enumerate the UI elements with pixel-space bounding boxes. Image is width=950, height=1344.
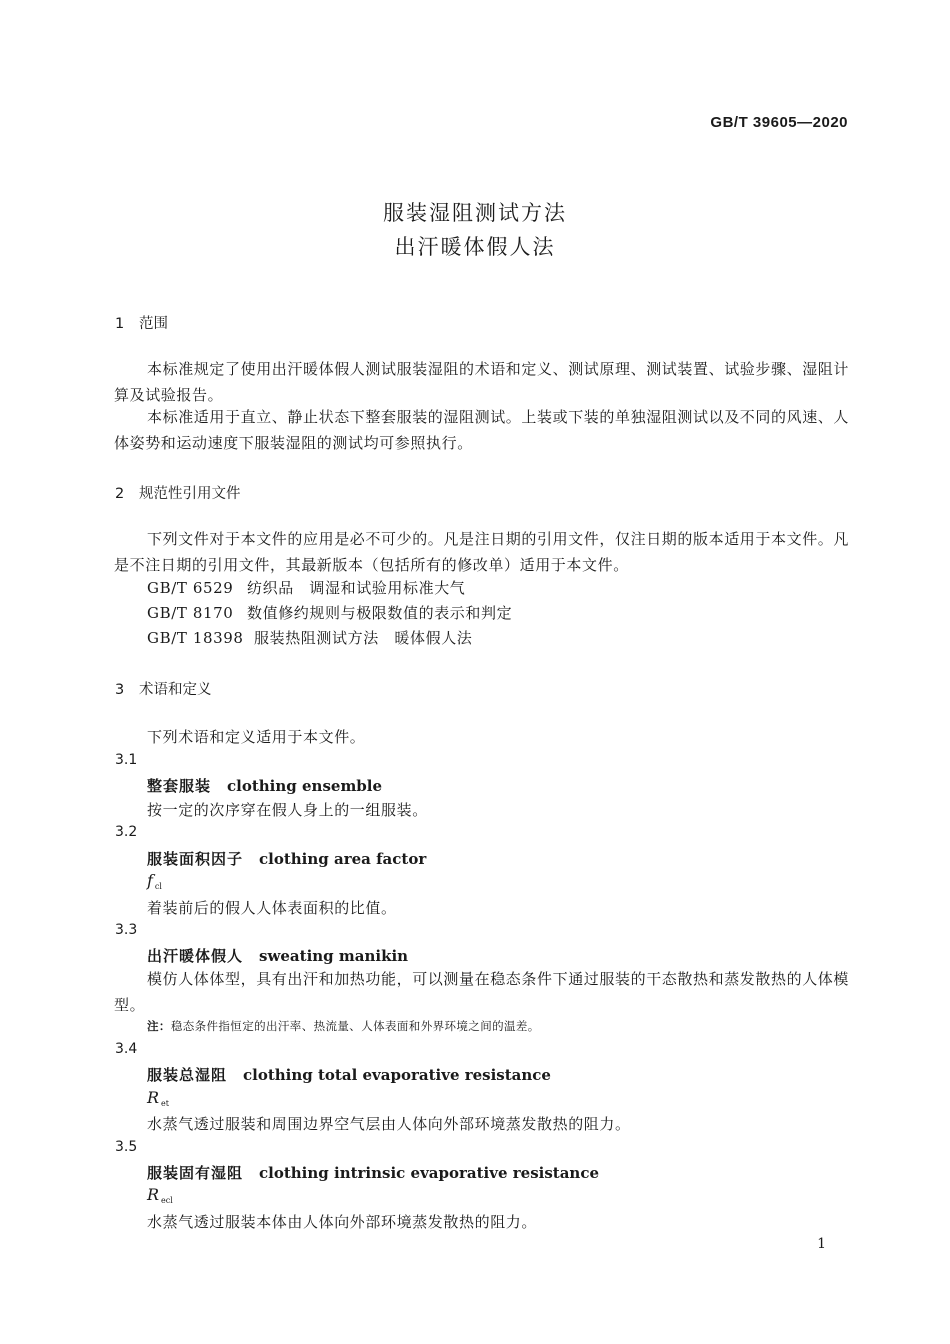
reference-code: GB/T 18398 [147,629,244,647]
section-2-heading [115,482,241,503]
reference-title: 纺织品 调湿和试验用标准大气 [247,579,466,597]
reference-code: GB/T 8170 [147,604,234,622]
section-title: 术语和定义 [139,682,212,698]
normative-reference [147,577,465,598]
term-definition: 水蒸气透过服装和周围边界空气层由人体向外部环境蒸发散热的阻力。 [147,1115,631,1133]
term-entry [147,1064,551,1085]
term-zh: 服装面积因子 [147,850,244,868]
page-number: 1 [817,1236,826,1252]
normative-reference [147,602,512,623]
term-en: clothing total evaporative resistance [243,1066,551,1084]
document-title-line2: 出汗暖体假人法 [394,235,556,259]
note-label: 注： [147,1019,171,1033]
reference-title: 服装热阻测试方法 暖体假人法 [254,629,473,647]
standard-code: GB/T 39605—2020 [710,114,848,131]
section-number: 3 [115,682,125,698]
term-number: 3.5 [115,1139,138,1155]
term-entry [147,775,382,796]
term-number: 3.4 [115,1041,138,1057]
reference-code: GB/T 6529 [147,579,234,597]
section-3-intro: 下列术语和定义适用于本文件。 [147,728,366,746]
symbol-letter: R [147,1185,160,1204]
term-number: 3.1 [115,752,138,768]
term-entry [147,848,426,869]
term-definition: 水蒸气透过服装本体由人体向外部环境蒸发散热的阻力。 [147,1213,538,1231]
term-number: 3.3 [115,922,138,938]
reference-title: 数值修约规则与极限数值的表示和判定 [247,604,513,622]
term-en: sweating manikin [259,947,409,965]
term-en: clothing ensemble [227,777,383,795]
section-3-heading [115,678,212,699]
term-symbol [147,1185,173,1205]
section-2-paragraph: 下列文件对于本文件的应用是必不可少的。凡是注日期的引用文件，仅注日期的版本适用于本文件。凡是不注日期的引用文件，其最新版本（包括所有的修改单）适用于本文件。 [114,530,850,574]
note-text: 稳态条件指恒定的出汗率、热流量、人体表面和外界环境之间的温差。 [170,1019,540,1033]
term-zh: 出汗暖体假人 [147,947,244,965]
term-definition: 模仿人体体型，具有出汗和加热功能，可以测量在稳态条件下通过服装的干态散热和蒸发散热的人体模型。 [114,970,850,1014]
symbol-letter: f [147,871,153,890]
term-note [147,1018,540,1034]
term-zh: 服装固有湿阻 [147,1164,244,1182]
section-number: 1 [115,316,125,332]
term-zh: 服装总湿阻 [147,1066,228,1084]
term-definition: 按一定的次序穿在假人身上的一组服装。 [147,801,428,819]
symbol-subscript: cl [154,882,162,891]
term-entry [147,945,408,966]
term-symbol [147,1088,169,1108]
term-zh: 整套服装 [147,777,212,795]
term-symbol [147,871,162,891]
term-entry [147,1162,599,1183]
symbol-subscript: et [161,1099,169,1108]
symbol-letter: R [147,1088,160,1107]
symbol-subscript: ecl [161,1196,173,1205]
section-title: 规范性引用文件 [139,486,241,502]
normative-reference [147,627,472,648]
term-en: clothing area factor [259,850,427,868]
term-definition: 着装前后的假人人体表面积的比值。 [147,899,397,917]
section-title: 范围 [139,316,168,332]
section-1-paragraph-1: 本标准规定了使用出汗暖体假人测试服装湿阻的术语和定义、测试原理、测试装置、试验步骤、湿阻计算及试验报告。 [114,360,850,404]
section-1-paragraph-2: 本标准适用于直立、静止状态下整套服装的湿阻测试。上装或下装的单独湿阻测试以及不同的风速、人体姿势和运动速度下服装湿阻的测试均可参照执行。 [114,408,850,452]
document-title-line1: 服装湿阻测试方法 [383,201,567,225]
section-number: 2 [115,486,125,502]
term-number: 3.2 [115,824,138,840]
section-1-heading [115,312,168,333]
term-en: clothing intrinsic evaporative resistance [259,1164,600,1182]
